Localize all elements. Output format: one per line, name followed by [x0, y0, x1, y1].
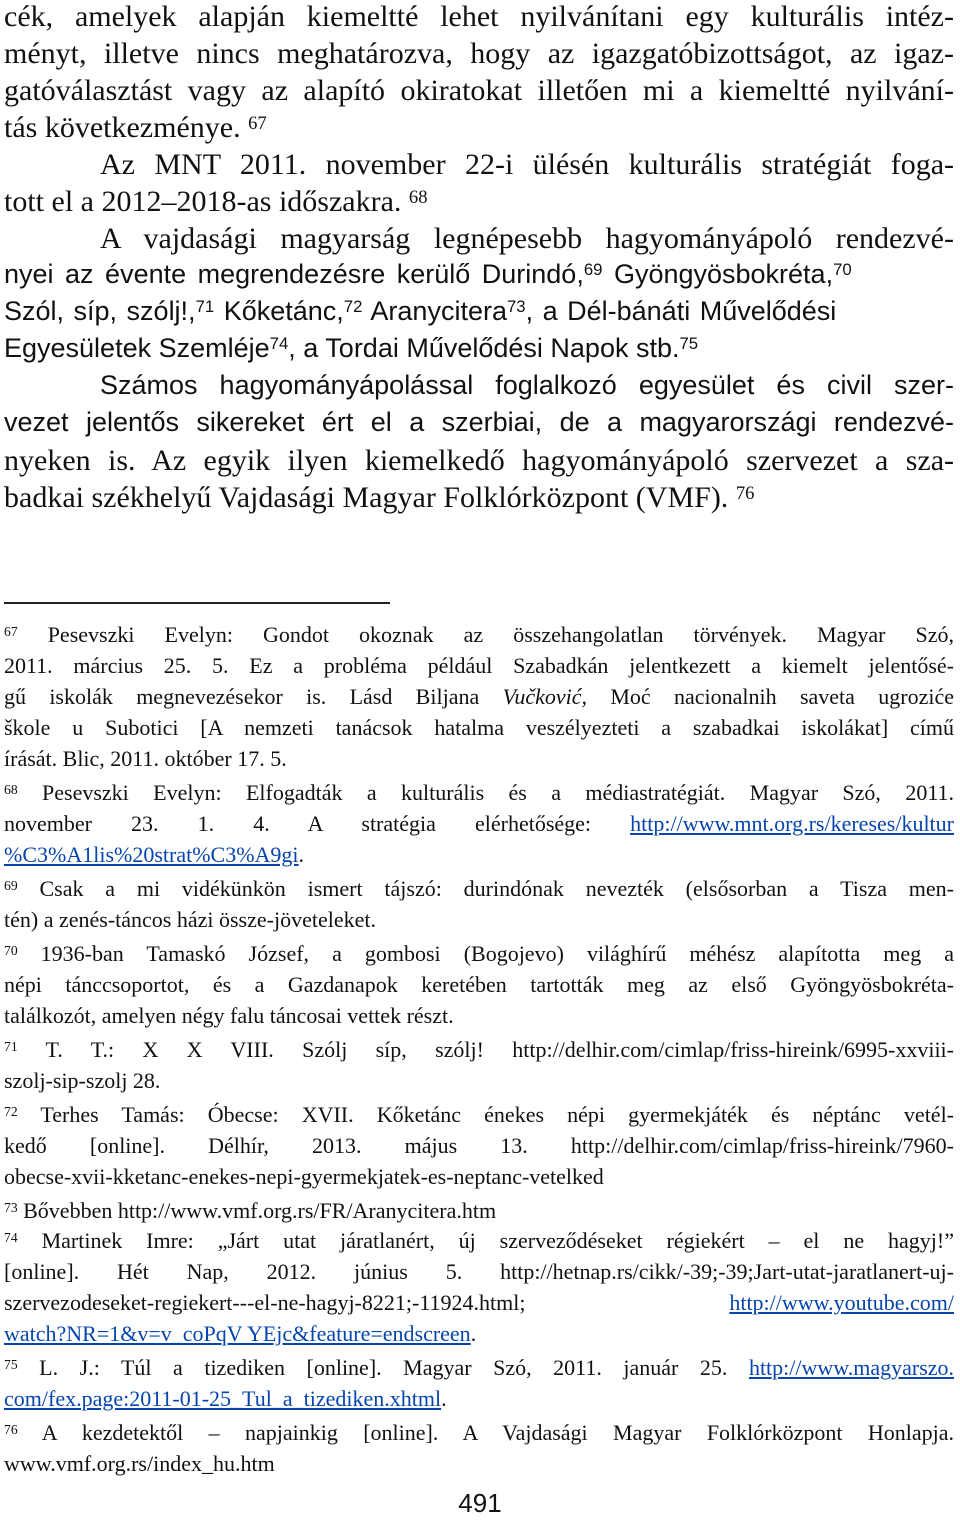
footnote-ref-68[interactable]: 68 [408, 186, 428, 208]
footnote-line: [online]. Hét Nap, 2012. június 5. http://hetnap.rs/cikk/-39;-39;Jart-utat-jaratlanert-uj- [4, 1259, 954, 1284]
footnote-line: szervezodeseket-regiekert---el-ne-hagyj-8221;-11924.html; http://www.youtube.com/ [4, 1290, 954, 1315]
footnote-line: obecse-xvii-kketanc-enekes-nepi-gyermekjatek-es-neptanc-vetelked [4, 1164, 604, 1189]
footnote-line: szolj-sip-szolj 28. [4, 1068, 161, 1093]
footnote-76: $^{76}$ A kezdetektől – napjainkig [online]. A Vajdasági Magyar Folklórközpont Honlapja. [4, 1420, 954, 1445]
footnote-line: kedő [online]. Délhír, 2013. május 13. http://delhir.com/cimlap/friss-hireink/7960- [4, 1133, 954, 1158]
footnote-number: 71 [4, 1038, 18, 1054]
footnote-line: írását. Blic, 2011. október 17. 5. [4, 746, 287, 771]
footnote-75: $^{75}$ L. J.: Túl a tizediken [online]. Magyar Szó, 2011. január 25. http://www.magyarszo. [4, 1355, 955, 1380]
body-line: nyeken is. Az egyik ilyen kiemelkedő hagyományápoló szervezet a sza- [4, 444, 954, 477]
footnote-number: 72 [4, 1103, 18, 1119]
footnote-ref-72[interactable]: 72 [343, 297, 363, 317]
body-line: badkai székhelyű Vajdasági Magyar Folklórközpont (VMF). $^{76}$ [4, 481, 755, 514]
footnote-67: $^{67}$ Pesevszki Evelyn: Gondot okoznak az összehangolatlan törvények. Magyar Szó, [4, 622, 955, 647]
footnote-ref-67[interactable]: 67 [248, 112, 267, 134]
footnote-line: 2011. március 25. 5. Ez a probléma például Szabadkán jelentkezett a kiemelt jelentősé- [4, 653, 954, 678]
footnote-69: $^{69}$ Csak a mi vidékünkön ismert tájszó: durindónak nevezték (elsősorban a Tisza men- [4, 876, 955, 901]
footnote-number: 75 [4, 1356, 18, 1372]
mnt-strategy-link-cont[interactable]: %C3%A1lis%20strat%C3%A9gi [4, 842, 299, 867]
footnote-74: $^{74}$ Martinek Imre: „Járt utat járatlanért, új szerveződéseket régiekért – el ne hagyj!” [4, 1228, 955, 1253]
footnote-ref-73[interactable]: 73 [506, 297, 526, 317]
footnote-number: 76 [4, 1421, 18, 1437]
footnote-line: tén) a zenés-táncos házi össze-jöveteleket. [4, 907, 376, 932]
body-line: tás következménye. $^{67}$ [4, 111, 267, 144]
footnote-70: $^{70}$ 1936-ban Tamaskó József, a gombosi (Bogojevo) világhírű méhész alapította meg a [4, 941, 954, 966]
mnt-strategy-link[interactable]: http://www.mnt.org.rs/kereses/kultur [630, 811, 954, 836]
footnote-line: népi tánccsoportot, és a Gazdanapok keretében tartották meg az első Gyöngyösbokréta- [4, 972, 954, 997]
footnote-line: gű iskolák megnevezésekor is. Lásd Biljana Vučković, Moć nacionalnih saveta ugroziće [4, 684, 954, 709]
footnote-line: watch?NR=1&v=v_coPqV YEjc&feature=endscreen. [4, 1321, 477, 1346]
footnote-line: november 23. 1. 4. A stratégia elérhetősége: http://www.mnt.org.rs/kereses/kultur [4, 811, 954, 836]
body-line: Szól, síp, szólj!,$^{71}$ Kőketánc,$^{72}$ Aranycitera$^{73}$, a Dél-bánáti Művelődési [4, 296, 837, 326]
footnote-line: škole u Subotici [A nemzeti tanácsok hatalma veszélyezteti a szabadkai iskolákat] című [4, 715, 954, 740]
body-line-indented: A vajdasági magyarság legnépesebb hagyományápoló rendezvé- [100, 222, 954, 255]
footnote-ref-69[interactable]: 69 [583, 260, 603, 280]
footnote-number: 69 [4, 877, 18, 893]
footnote-71: $^{71}$ T. T.: X X VIII. Szólj síp, szólj! http://delhir.com/cimlap/friss-hireink/6995-xxviii- [4, 1037, 954, 1062]
footnote-line: %C3%A1lis%20strat%C3%A9gi. [4, 842, 305, 867]
page-number: 491 [458, 1488, 502, 1518]
footnote-number: 67 [4, 623, 18, 639]
footnote-68: $^{68}$ Pesevszki Evelyn: Elfogadták a kulturális és a médiastratégiát. Magyar Szó, 2011. [4, 780, 955, 805]
footnote-number: 74 [4, 1229, 18, 1245]
body-line: Egyesületek Szemléje$^{74}$, a Tordai Művelődési Napok stb.$^{75}$ [4, 333, 699, 363]
youtube-link[interactable]: http://www.youtube.com/ [729, 1290, 954, 1315]
footnote-number: 70 [4, 942, 18, 958]
body-line-indented: Számos hagyományápolással foglalkozó egyesület és civil szer- [100, 370, 954, 400]
footnote-line: találkozót, amelyen négy falu táncosai vettek részt. [4, 1003, 454, 1028]
footnote-73: $^{73}$ Bővebben http://www.vmf.org.rs/FR/Aranycitera.htm [4, 1198, 497, 1223]
body-line: gatóválasztást vagy az alapító okiratokat illetően mi a kiemeltté nyilvání- [4, 74, 954, 107]
footnote-ref-75[interactable]: 75 [679, 334, 699, 354]
footnote-ref-70[interactable]: 70 [833, 260, 852, 280]
footnote-line: www.vmf.org.rs/index_hu.htm [4, 1451, 275, 1476]
footnote-number: 68 [4, 781, 18, 797]
youtube-link-cont[interactable]: watch?NR=1&v=v_coPqV YEjc&feature=endscreen [4, 1321, 471, 1346]
body-line: vezet jelentős sikereket ért el a szerbiai, de a magyarországi rendezvé- [4, 407, 954, 437]
body-line: tott el a 2012–2018-as időszakra. $^{68}$ [4, 185, 428, 218]
body-line-indented: Az MNT 2011. november 22-i ülésén kulturális stratégiát foga- [100, 148, 954, 181]
body-line: ményt, illetve nincs meghatározva, hogy az igazgatóbizottságot, az igaz- [4, 37, 954, 70]
magyarszo-link[interactable]: http://www.magyarszo. [748, 1355, 955, 1380]
footnote-72: $^{72}$ Terhes Tamás: Óbecse: XVII. Kőketánc énekes népi gyermekjáték és néptánc vetél- [4, 1102, 955, 1127]
footnote-line: com/fex.page:2011-01-25_Tul_a_tizediken.xhtml. [4, 1386, 447, 1411]
footnote-number: 73 [4, 1199, 18, 1215]
footnote-ref-74[interactable]: 74 [269, 334, 289, 354]
footnote-ref-76[interactable]: 76 [735, 482, 755, 504]
footnote-separator [4, 602, 390, 604]
body-line: cék, amelyek alapján kiemeltté lehet nyilvánítani egy kulturális intéz- [4, 0, 954, 33]
footnote-ref-71[interactable]: 71 [195, 297, 215, 317]
magyarszo-link-cont[interactable]: com/fex.page:2011-01-25_Tul_a_tizediken.xhtml [4, 1386, 442, 1411]
body-line: nyei az évente megrendezésre kerülő Durindó,$^{69}$ Gyöngyösbokréta,$^{70}$ [4, 259, 852, 289]
